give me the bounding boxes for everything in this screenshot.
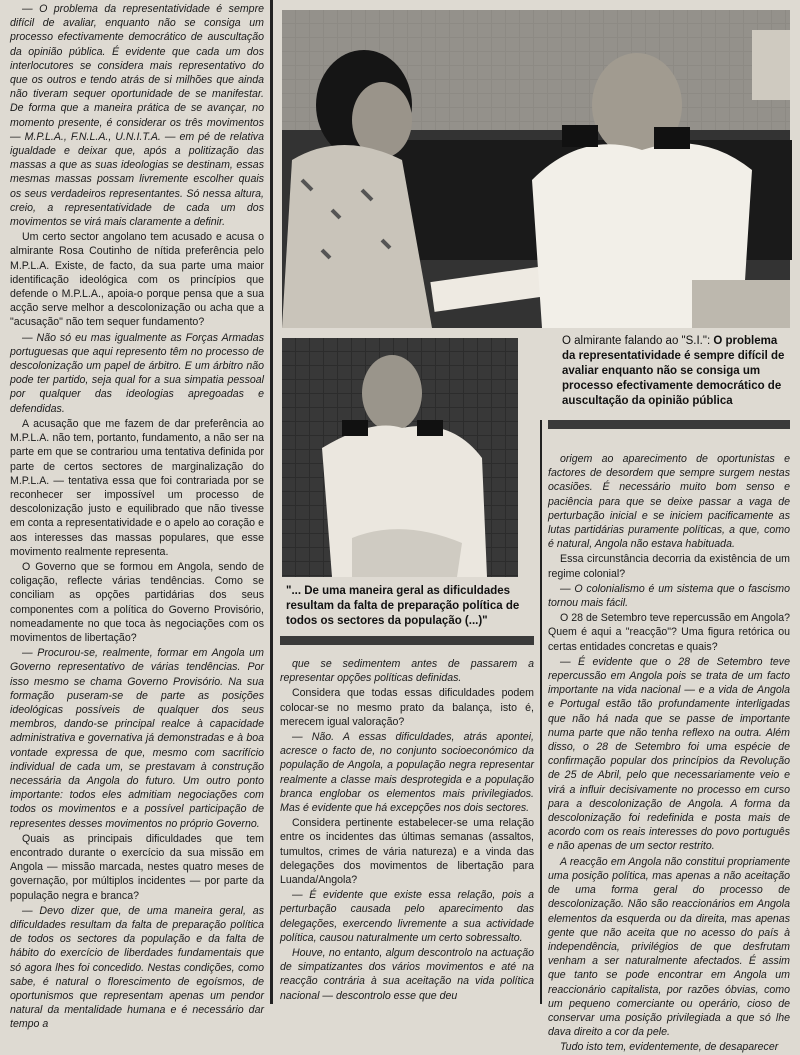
- caption-divider: [548, 420, 790, 429]
- paragraph: — É evidente que existe essa relação, pois a perturbação causada pelo aparecimento das delegações, exercendo livremente a sua actividade política, causou naturalmente um certo sobressalto.: [280, 889, 534, 944]
- column-divider-2: [540, 420, 542, 1004]
- paragraph: A reacção em Angola não constitui propriamente uma posição política, mas apenas a não aceitação de uma forma geral do processo de descolonização. Não são reaccionários em Angola elementos da esquerda ou da direita, mas apenas gente que não aceita que no acesso do país à independência, privilégios de que desfrutam venham a ser naturalmente afectados. É assim que tanto se pode encontrar em Angola um reaccionário capitalista, por razões óbvias, como um pequeno comerciante ou operário, cioso de conservar uma posição privilegiada a que só lhe dava direito a cor da pele.: [548, 855, 790, 1039]
- paragraph: Considera que todas essas dificuldades podem colocar-se no mesmo prato da balança, isto é, merecem igual valoração?: [280, 687, 534, 728]
- paragraph: Um certo sector angolano tem acusado e acusa o almirante Rosa Coutinho de nítida preferência pelo M.P.L.A. Existe, de facto, da sua parte uma maior identificação ideológica com os princípios que defende o M.P.L.A., apoia-o porque pensa que a sua acção serve melhor a descolonização ou acha que a "acusação" não tem sequer fundamento?: [10, 231, 264, 329]
- article-column-1: [10, 2, 264, 1031]
- paragraph: que se sedimentem antes de passarem a representar opções políticas definidas.: [280, 658, 534, 685]
- paragraph: Quais as principais dificuldades que tem encontrado durante o exercício da sua missão em Angola — missão marcada, nestes quatro meses de governação, por múltiplos incidentes — por parte da população negra e branca?: [10, 832, 264, 902]
- caption-body: O problema da representatividade é sempre difícil de avaliar enquanto não se consiga um processo efectivamente democrático de auscultação da opinião pública: [562, 335, 785, 407]
- paragraph: — É evidente que o 28 de Setembro teve repercussão em Angola pois se trata de um facto importante na vida nacional — e a vida de Angola e Portugal estão tão profundamente interligadas que não há nada que se passe de importante numa parte que não tenha reflexo na outra. Além disso, o 28 de Setembro foi uma espécie de confirmação popular dos princípios da Revolução de 25 de Abril, pelo que necessariamente veio e virá a influir decisivamente no processo em curso para a descolonização de Angola. A forma da descolonização foi redefinida e posta mais de acordo com os reais interesses do povo português e não apenas de um sector restrito.: [548, 655, 790, 853]
- paragraph: Houve, no entanto, algum descontrolo na actuação de simpatizantes dos vários movimentos e até na reacção contrária à sua aceitação na vida política nacional — descontrolo esse que deu: [280, 947, 534, 1002]
- article-column-3: [548, 452, 790, 1054]
- column-divider: [270, 0, 273, 1004]
- quote-divider: [280, 636, 534, 645]
- photo-caption-1: [562, 334, 790, 409]
- paragraph: O Governo que se formou em Angola, sendo de coligação, reflecte várias tendências. Como se conciliam as opções partidárias dos seus componentes com a política do Governo Provisório, nomeadamente no que toca às negociações com os movimentos de libertação?: [10, 560, 264, 644]
- photo-caption-2: "... De uma maneira geral as dificuldades resultam da falta de preparação política de todos os sectores da população (...)": [286, 585, 520, 627]
- article-column-2: [280, 657, 534, 1004]
- paragraph: — Não só eu mas igualmente as Forças Armadas portuguesas que aqui represento têm no processo de descolonização um papel de árbitro. E um árbitro não pode ter partido, seja qual for a sua simpatia pessoal por qualquer das ideologias apregoadas e defendidas.: [10, 331, 264, 415]
- paragraph: Considera pertinente estabelecer-se uma relação entre os incidentes das últimas semanas (assaltos, tumultos, crimes de vária natureza) e a vinda das delegações dos movimentos de libertação para Luanda/Angola?: [280, 817, 534, 887]
- photo-interview: [282, 10, 790, 328]
- paragraph: Essa circunstância decorria da existência de um regime colonial?: [548, 553, 790, 580]
- paragraph: — O colonialismo é um sistema que o fascismo tornou mais fácil.: [548, 582, 790, 610]
- paragraph: — Não. A essas dificuldades, atrás apontei, acresce o facto de, no conjunto socioeconómico da população de Angola, a população negra representar realmente a classe mais desprotegida e a população branca englobar os elementos mais privilegiados. Mas é evidente que há excepções nos dois sectores.: [280, 731, 534, 815]
- paragraph: origem ao aparecimento de oportunistas e factores de desordem que sempre surgem nestas ocasiões. É necessário muito bom senso e paciência para que se deixe passar a vaga de perturbação inicial e se iniciem pacificamente as lutas partidárias puramente políticas, a que, como é natural, Angola não estava habituada.: [548, 453, 790, 551]
- paragraph: — Procurou-se, realmente, formar em Angola um Governo representativo de várias tendências. Por isso mesmo se chama Governo Provisório. Na sua formação puseram-se de parte as posições ideológicas possíveis de qualquer dos seus membros, dando-se principal realce à capacidade administrativa e governativa já demonstradas e à boa vontade expressa de que, mesmo com sacrifício individual de cada um, se prestavam à construção necessária da Angola do futuro. Um outro ponto importante: todos eles admitiam negociações com todos os movimentos e a possível participação de representes desses movimentos no próprio Governo.: [10, 647, 264, 830]
- paragraph: Tudo isto tem, evidentemente, de desaparecer: [560, 1041, 779, 1054]
- photo-admiral-seated: [282, 338, 518, 577]
- paragraph: — O problema da representatividade é sempre difícil de avaliar, enquanto não se consiga um processo efectivamente democrático de auscultação da opinião pública. É evidente que cada um dos interlocutores se considera mais representativo do que os outros e tendo atrás de si milhões que ainda não tiveram sequer oportunidade de se manifestar. De forma que a maneira prática de se avançar, no momento presente, é considerar os três movimentos — M.P.L.A., F.N.L.A., U.N.I.T.A. — em pé de relativa igualdade e deixar que, após a politização das massas a que as suas ideologias se destinam, essas mesmas massas possam livremente escolher quais os seus verdadeiros representantes. Só nessa altura, creio, a representatividade de cada um dos movimentos se virá mais claramente a definir.: [10, 3, 264, 229]
- paragraph: A acusação que me fazem de dar preferência ao M.P.L.A. não tem, portanto, fundamento, a não ser na parte em que se contrariou uma tentativa definida por parte de certos sectores de marginalização do M.P.L.A. — tentativa essa que foi contrariada por se reconhecer ser impossível um processo de descolonização justo e equilibrado que não tivesse em conta a representatividade e o apelo ao coração e aos interesses das massas populares, que esse movimento realmente representa.: [10, 417, 264, 558]
- paragraph: — Devo dizer que, de uma maneira geral, as dificuldades resultam da falta de preparação política de todos os sectores da população e da falta de hábito do exercício de liberdades fundamentais que só agora lhes foi concedido. Nestas condições, como sabe, é natural o florescimento de egoísmos, de oportunismos que representam apenas um pendor natural da mentalidade humana e é necessário dar tempo a: [10, 904, 264, 1031]
- caption-lead: O almirante falando ao "S.I.":: [562, 335, 714, 347]
- paragraph: O 28 de Setembro teve repercussão em Angola? Quem é aqui a "reacção"? Uma figura retórica ou certas entidades concretas e quais?: [548, 612, 790, 653]
